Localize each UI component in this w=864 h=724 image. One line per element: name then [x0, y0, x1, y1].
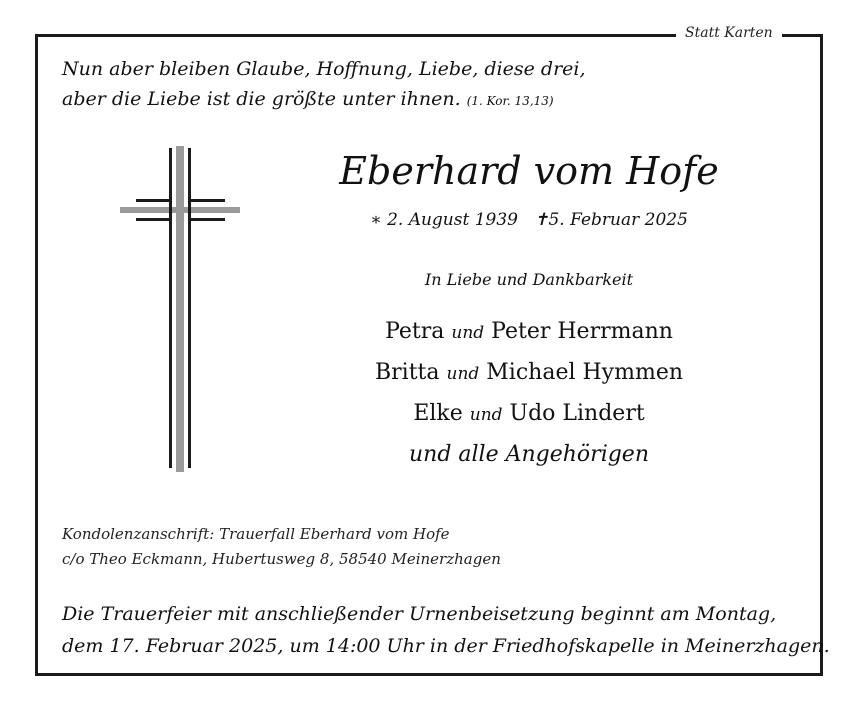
mourner-second: Udo Lindert: [509, 401, 645, 426]
mourner-first: Britta: [374, 360, 440, 385]
funeral-line-1: Die Trauerfeier mit anschließender Urnenbeisetzung beginnt am Montag,: [62, 603, 777, 625]
mourner-first: Petra: [385, 319, 445, 344]
funeral-line-2: dem 17. Februar 2025, um 14:00 Uhr in der Friedhofskapelle in Meinerzhagen.: [62, 635, 830, 657]
mourners-list: [320, 312, 738, 474]
address-line-2: c/o Theo Eckmann, Hubertusweg 8, 58540 Meinerzhagen: [62, 550, 501, 568]
funeral-info: [62, 598, 830, 662]
mourner-and: und: [446, 364, 480, 384]
mourner-line: [320, 394, 738, 435]
condolence-address: [62, 522, 501, 572]
mourner-and: und: [451, 323, 485, 343]
death-date: 5. Februar 2025: [548, 210, 688, 230]
birth-star-icon: ∗: [370, 210, 382, 230]
mourner-second: Michael Hymmen: [486, 360, 684, 385]
bible-verse: [62, 54, 586, 116]
mourner-second: Peter Herrmann: [491, 319, 673, 344]
death-cross-icon: ✝: [534, 210, 549, 230]
mourner-and: und: [469, 405, 503, 425]
deceased-name: Eberhard vom Hofe: [339, 149, 719, 193]
thanks-line: In Liebe und Dankbarkeit: [424, 270, 634, 289]
mourner-line: [320, 353, 738, 394]
verse-line-1: Nun aber bleiben Glaube, Hoffnung, Liebe, diese drei,: [62, 58, 586, 80]
address-line-1: Kondolenzanschrift: Trauerfall Eberhard vom Hofe: [62, 525, 450, 543]
statt-karten-tag: Statt Karten: [676, 24, 782, 42]
mourners-closing: und alle Angehörigen: [408, 442, 649, 467]
birth-date: 2. August 1939: [387, 210, 518, 230]
mourner-line: [320, 312, 738, 353]
life-dates: [320, 206, 738, 234]
verse-line-2: [62, 84, 586, 116]
verse-line-2-text: aber die Liebe ist die größte unter ihnen.: [62, 88, 461, 110]
latin-cross-icon: [112, 144, 248, 474]
mourner-first: Elke: [413, 401, 463, 426]
verse-reference: (1. Kor. 13,13): [466, 94, 554, 108]
